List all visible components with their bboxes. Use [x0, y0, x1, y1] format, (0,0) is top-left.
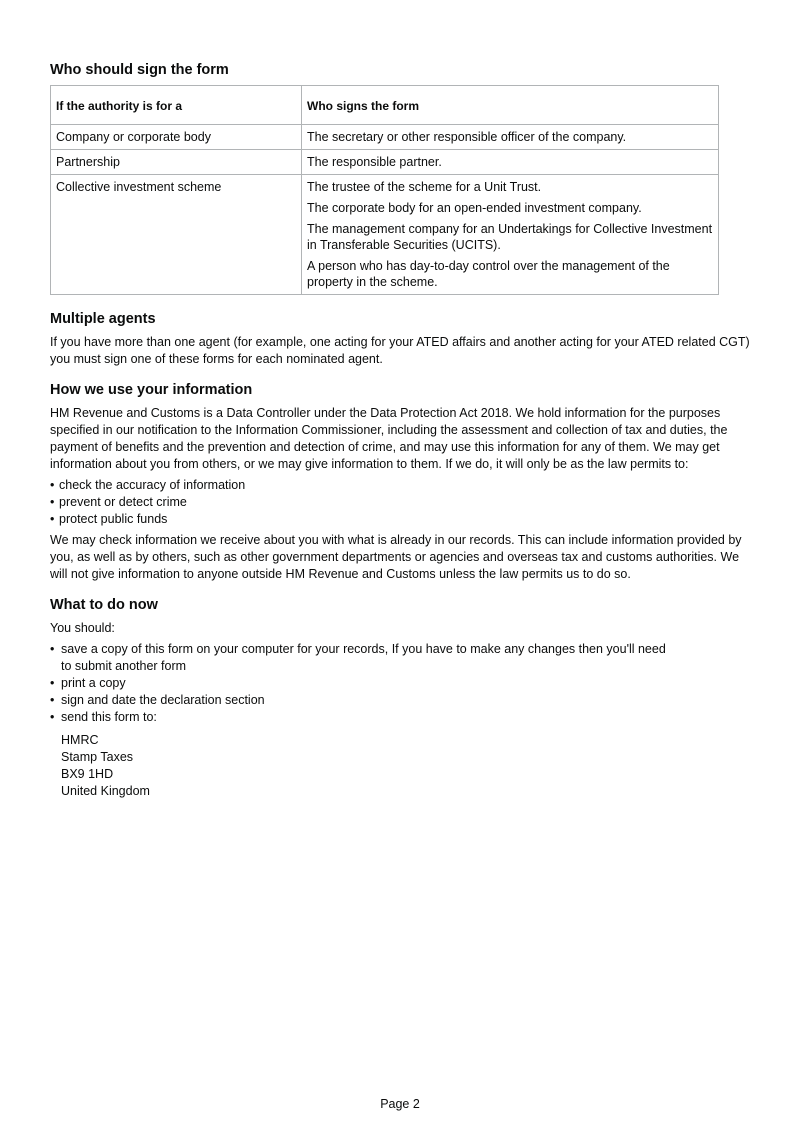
- signer-cell: [302, 125, 719, 150]
- table-row: [51, 175, 719, 295]
- information-intro: HM Revenue and Customs is a Data Controller under the Data Protection Act 2018. We hold information for the purposes specified in our notification to the Information Commissioner, including the assessment and collection of tax and duties, the payment of benefits and the prevention and detection of crime, and may use this information for any of them. We may get information about you from others, or we may give information to them. If we do, it will only be as the law permits to:: [50, 406, 728, 471]
- list-item: • check the accuracy of information: [50, 477, 750, 494]
- list-item: • print a copy: [50, 675, 750, 692]
- multiple-agents-body: If you have more than one agent (for example, one acting for your ATED affairs and another acting for your ATED related CGT) you must sign one of these forms for each nominated agent.: [50, 335, 750, 366]
- multiple-agents-heading: Multiple agents: [50, 311, 156, 327]
- information-heading: How we use your information: [50, 382, 253, 398]
- entity-cell: Partnership: [51, 150, 302, 175]
- information-bullet-list: [50, 477, 750, 528]
- document-page: [50, 60, 750, 812]
- table-header-entity: If the authority is for a: [51, 86, 302, 125]
- list-item: • protect public funds: [50, 511, 750, 528]
- what-to-do-lead: You should:: [50, 621, 115, 635]
- list-item: • send this form to:: [50, 709, 750, 726]
- signatory-table: [50, 85, 719, 295]
- signer-cell: [302, 175, 719, 295]
- table-header-signer: Who signs the form: [302, 86, 719, 125]
- signer-text: The responsible partner.: [307, 155, 442, 169]
- table-row: [51, 150, 719, 175]
- information-section: [50, 380, 750, 583]
- signer-text: The management company for an Undertakings for Collective Investment in Transferable Securities (UCITS).: [307, 222, 713, 252]
- address-line: United Kingdom: [61, 784, 150, 798]
- table-row: [51, 125, 719, 150]
- list-item: • sign and date the declaration section: [50, 692, 750, 709]
- information-outro: We may check information we receive about you with what is already in our records. This can include information provided by you, as well as by others, such as other government departments or agencies and overseas tax and customs authorities. We will not give information to anyone outside HM Revenue and Customs unless the law permits us to do so.: [50, 533, 742, 581]
- multiple-agents-section: [50, 309, 750, 368]
- table-header-row: [51, 86, 719, 125]
- what-to-do-section: [50, 595, 750, 800]
- signer-text: The secretary or other responsible officer of the company.: [307, 130, 627, 144]
- what-to-do-heading: What to do now: [50, 597, 158, 613]
- address-line: BX9 1HD: [61, 767, 114, 781]
- signer-text: A person who has day-to-day control over the management of the property in the scheme.: [307, 259, 670, 289]
- address-line: HMRC: [61, 733, 99, 747]
- page-number: Page 2: [380, 1097, 420, 1111]
- what-to-do-bullet-list: [50, 641, 750, 726]
- entity-cell: Company or corporate body: [51, 125, 302, 150]
- signer-text: The trustee of the scheme for a Unit Trust.: [307, 180, 542, 194]
- address-line: Stamp Taxes: [61, 750, 134, 764]
- signer-text: The corporate body for an open-ended investment company.: [307, 201, 642, 215]
- postal-address: [50, 732, 750, 800]
- list-item: • save a copy of this form on your computer for your records, If you have to make any changes then you'll need to submit another form: [50, 641, 671, 675]
- sign-section: [50, 60, 750, 295]
- sign-heading: Who should sign the form: [50, 62, 229, 78]
- list-item: • prevent or detect crime: [50, 494, 750, 511]
- entity-cell: Collective investment scheme: [51, 175, 302, 295]
- signer-cell: [302, 150, 719, 175]
